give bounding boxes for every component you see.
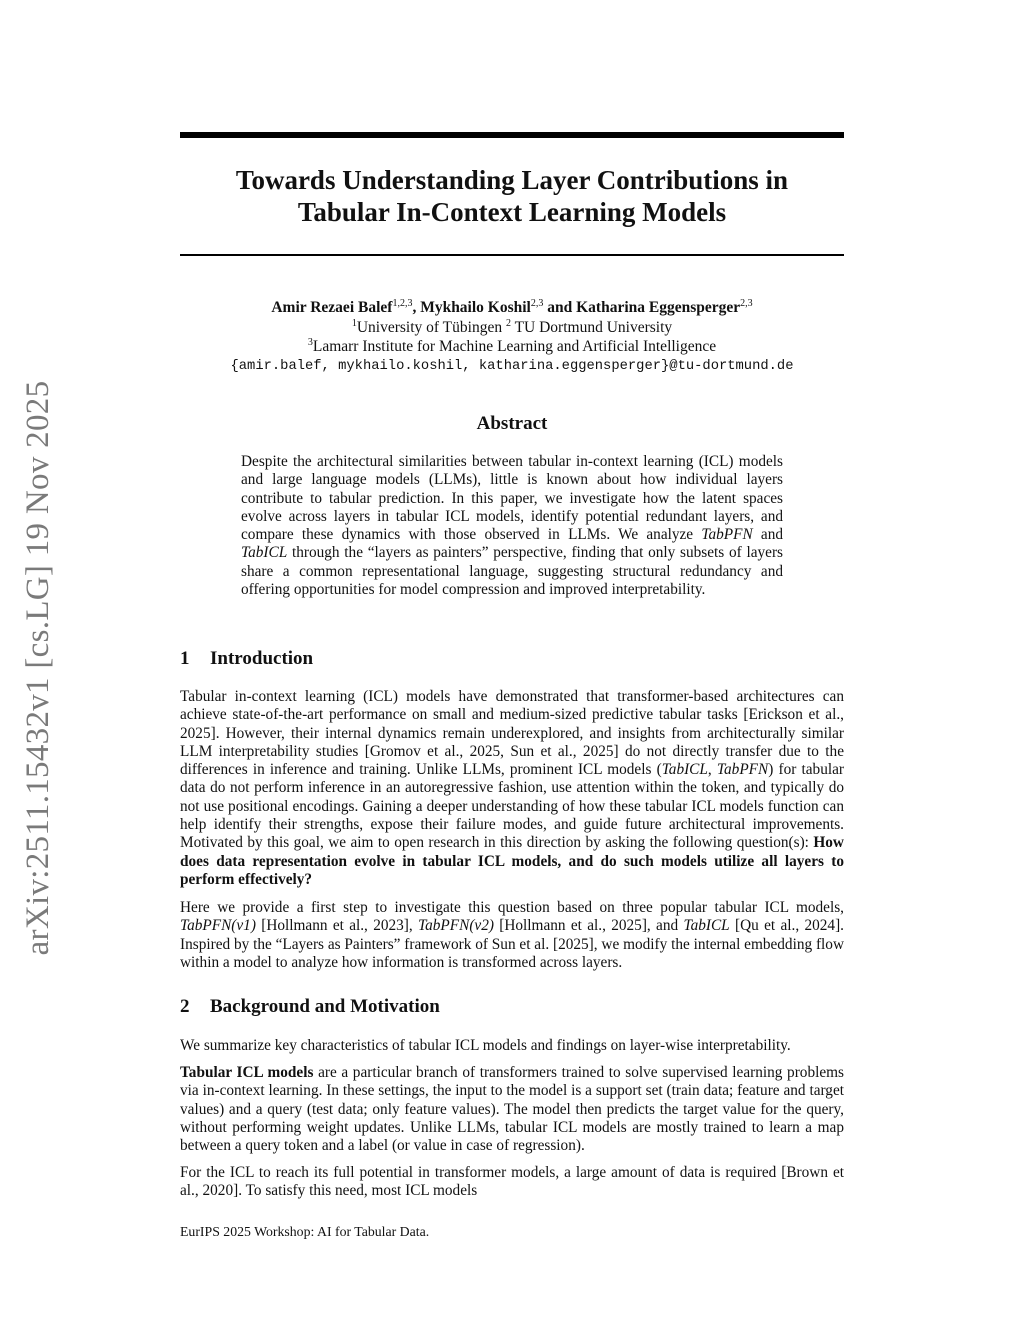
section-2-title: Background and Motivation: [210, 996, 440, 1017]
author-emails: {amir.balef, mykhailo.koshil, katharina.eggensperger}@tu-dortmund.de: [230, 358, 794, 374]
aff2-marker: 2: [505, 317, 511, 329]
affiliation-2: TU Dortmund University: [510, 318, 673, 336]
section-1-title: Introduction: [210, 648, 314, 669]
page-footer: EurIPS 2025 Workshop: AI for Tabular Data.: [180, 1224, 430, 1239]
background-paragraph-3: For the ICL to reach its full potential in transformer models, a large amount of data is required [Brown et al., 2020]. To satisfy this need, most ICL models: [180, 1164, 844, 1200]
abstract-text-1: Despite the architectural similarities between tabular in-context learning (ICL) models and large language models (LLMs), little is known about how individual layers contribute to tabular prediction. In this paper, we investigate how the latent spaces evolve across layers in tabular ICL models, identify potential redundant layers, and compare these dynamics with those observed in LLMs. We analyze: [241, 453, 783, 544]
intro-p1-tabpfn: TabPFN: [716, 761, 769, 779]
paper-title: [150, 164, 874, 228]
intro-p1-tabicl: TabICL: [661, 761, 708, 779]
aff1-marker: 1: [351, 317, 357, 329]
affiliation-line-2: [160, 337, 864, 357]
intro-p1-comma: ,: [707, 761, 717, 779]
section-1-number: 1: [180, 648, 190, 669]
author-1-affil: 1,2,3: [392, 297, 413, 309]
author-3: Katharina Eggensperger: [576, 299, 741, 316]
abstract-heading: Abstract: [476, 413, 548, 434]
intro-p2-tabicl: TabICL: [683, 917, 730, 935]
background-p2-bold: Tabular ICL models: [180, 1064, 314, 1081]
background-p2-text: are a particular branch of transformers trained to solve supervised learning problems via in-context learning. In these settings, the input to the model is a support set (train data; feature and target values) and a query (test data; only feature values). The model then predicts the target value for the query, without performing weight updates. Unlike LLMs, tabular ICL models are mostly trained to learn a map between a query token and a label (or value in case of regression).: [180, 1064, 844, 1155]
intro-p2-text-3: [Hollmann et al., 2025], and: [493, 917, 684, 935]
intro-p2-text-1: Here we provide a first step to investigate this question based on three popular tabular ICL models,: [180, 899, 844, 916]
title-line-1: Towards Understanding Layer Contributions in: [235, 165, 789, 195]
intro-research-question: How does data representation evolve in tabular ICL models, and do such models utilize all layers to perform effectively?: [180, 834, 844, 888]
intro-paragraph-1: [180, 688, 844, 889]
author-and: and: [543, 299, 577, 316]
intro-p2-text-2: [Hollmann et al., 2023],: [255, 917, 419, 935]
affiliation-1: University of Tübingen: [356, 318, 506, 336]
background-paragraph-1: We summarize key characteristics of tabular ICL models and findings on layer-wise interpretability.: [180, 1037, 791, 1054]
author-names: [160, 298, 864, 318]
author-3-affil: 2,3: [740, 297, 753, 309]
intro-p1-text-1: Tabular in-context learning (ICL) models have demonstrated that transformer-based architectures can achieve state-of-the-art performance on small and medium-sized predictive tabular tasks [Erickson et al., 2025]. However, their internal dynamics remain underexplored, and insights from architecturally similar LLM interpretability studies [Gromov et al., 2025, Sun et al., 2025] do not directly transfer due to the differences in inference and training. Unlike LLMs, prominent ICL models (: [180, 688, 844, 779]
author-2: Mykhailo Koshil: [420, 299, 531, 316]
section-heading-background: [180, 996, 440, 1018]
intro-p2-text-4: [Qu et al., 2024]. Inspired by the “Layers as Painters” framework of Sun et al. [2025], we modify the internal embedding flow within a model to analyze how information is transformed across layers.: [180, 917, 844, 971]
author-2-affil: 2,3: [530, 297, 544, 309]
intro-p2-tabpfn-v1: TabPFN(v1): [180, 917, 256, 935]
section-2-number: 2: [180, 996, 190, 1017]
intro-paragraph-2: [180, 899, 844, 972]
author-1: Amir Rezaei Balef: [271, 299, 393, 316]
abstract-tabpfn: TabPFN: [701, 526, 753, 544]
background-paragraph-2: [180, 1064, 844, 1155]
arxiv-stamp: arXiv:2511.15432v1 [cs.LG] 19 Nov 2025: [20, 380, 56, 956]
section-heading-introduction: [180, 648, 313, 670]
title-rule-bottom: [180, 254, 844, 256]
title-line-2: Tabular In-Context Learning Models: [297, 197, 727, 227]
abstract-text-2: and: [752, 526, 783, 544]
abstract-tabicl: TabICL: [241, 544, 288, 562]
abstract-body: [241, 453, 783, 599]
intro-p2-tabpfn-v2: TabPFN(v2): [418, 917, 494, 935]
affiliation-3: Lamarr Institute for Machine Learning and Artificial Intelligence: [312, 338, 717, 355]
intro-p1-text-2: ) for tabular data do not perform inference in an autoregressive fashion, use attention within the token, and typically do not use positional encodings. Gaining a deeper understanding of how these tabular ICL models function can help identify their strengths, expose their failure modes, and guide future architectural improvements. Motivated by this goal, we aim to open research in this direction by asking the following question(s):: [180, 761, 844, 852]
title-rule-top: [180, 132, 844, 138]
affiliation-line-1: [160, 318, 864, 338]
aff3-marker: 3: [307, 336, 313, 348]
author-sep: ,: [412, 299, 421, 316]
author-block: [160, 298, 864, 376]
abstract-text-3: through the “layers as painters” perspective, finding that only subsets of layers share a common representational language, suggesting structural redundancy and offering opportunities for model compression and improved interpretability.: [241, 544, 783, 599]
